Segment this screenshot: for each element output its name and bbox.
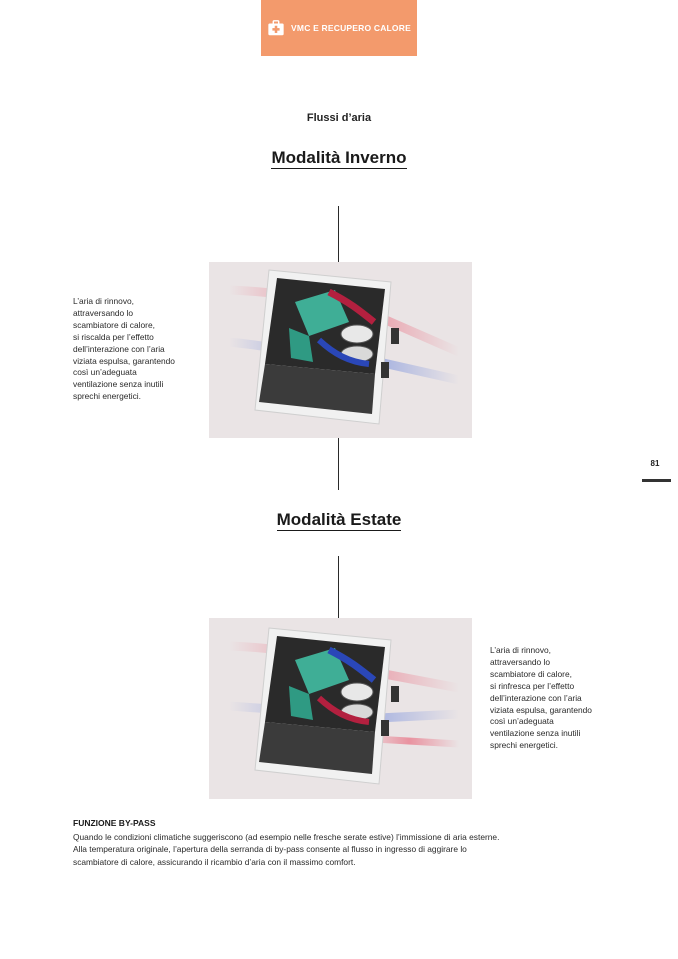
bypass-description: Quando le condizioni climatiche suggeriscono (ad esempio nelle fresche serate estive) l’immissione di aria esterne. Alla temperatura originale, l’apertura della serranda di by-pass consente al flusso in ingresso di aggirare lo scambiatore di calore, assicurando il ricambio d’aria con il massimo comfort. [73, 832, 500, 867]
connector-line [338, 556, 339, 618]
ventilation-unit-summer-illustration [209, 618, 472, 799]
winter-mode-title-text: Modalità Inverno [271, 148, 407, 167]
section-tab [261, 0, 417, 56]
ventilation-unit-winter-illustration [209, 262, 472, 438]
section-label: VMC E RECUPERO CALORE [291, 23, 411, 33]
winter-description: L’aria di rinnovo, attraversando lo scambiatore di calore, si riscalda per l’effetto dell’interazione con l’aria viziata espulsa, garantendo così un’adeguata ventilazione senza inutili sprechi energetici. [73, 296, 175, 402]
summer-description: L’aria di rinnovo, attraversando lo scambiatore di calore, si rinfresca per l’effetto dell’interazione con l’aria viziata espulsa, garantendo così un’adeguata ventilazione senza inutili sprechi energetici. [490, 645, 592, 751]
summer-mode-title-text: Modalità Estate [276, 510, 402, 529]
bypass-heading: FUNZIONE BY-PASS [73, 818, 156, 828]
page-number-marker [642, 479, 671, 482]
first-aid-kit-icon [267, 19, 285, 37]
page-subtitle: Flussi d’aria [306, 112, 372, 124]
page-number: 81 [650, 459, 660, 468]
summer-unit-image [209, 618, 472, 799]
connector-line [338, 206, 339, 262]
connector-line [338, 438, 339, 490]
summer-mode-title [0, 510, 678, 530]
winter-mode-title [0, 148, 678, 168]
winter-unit-image [209, 262, 472, 438]
